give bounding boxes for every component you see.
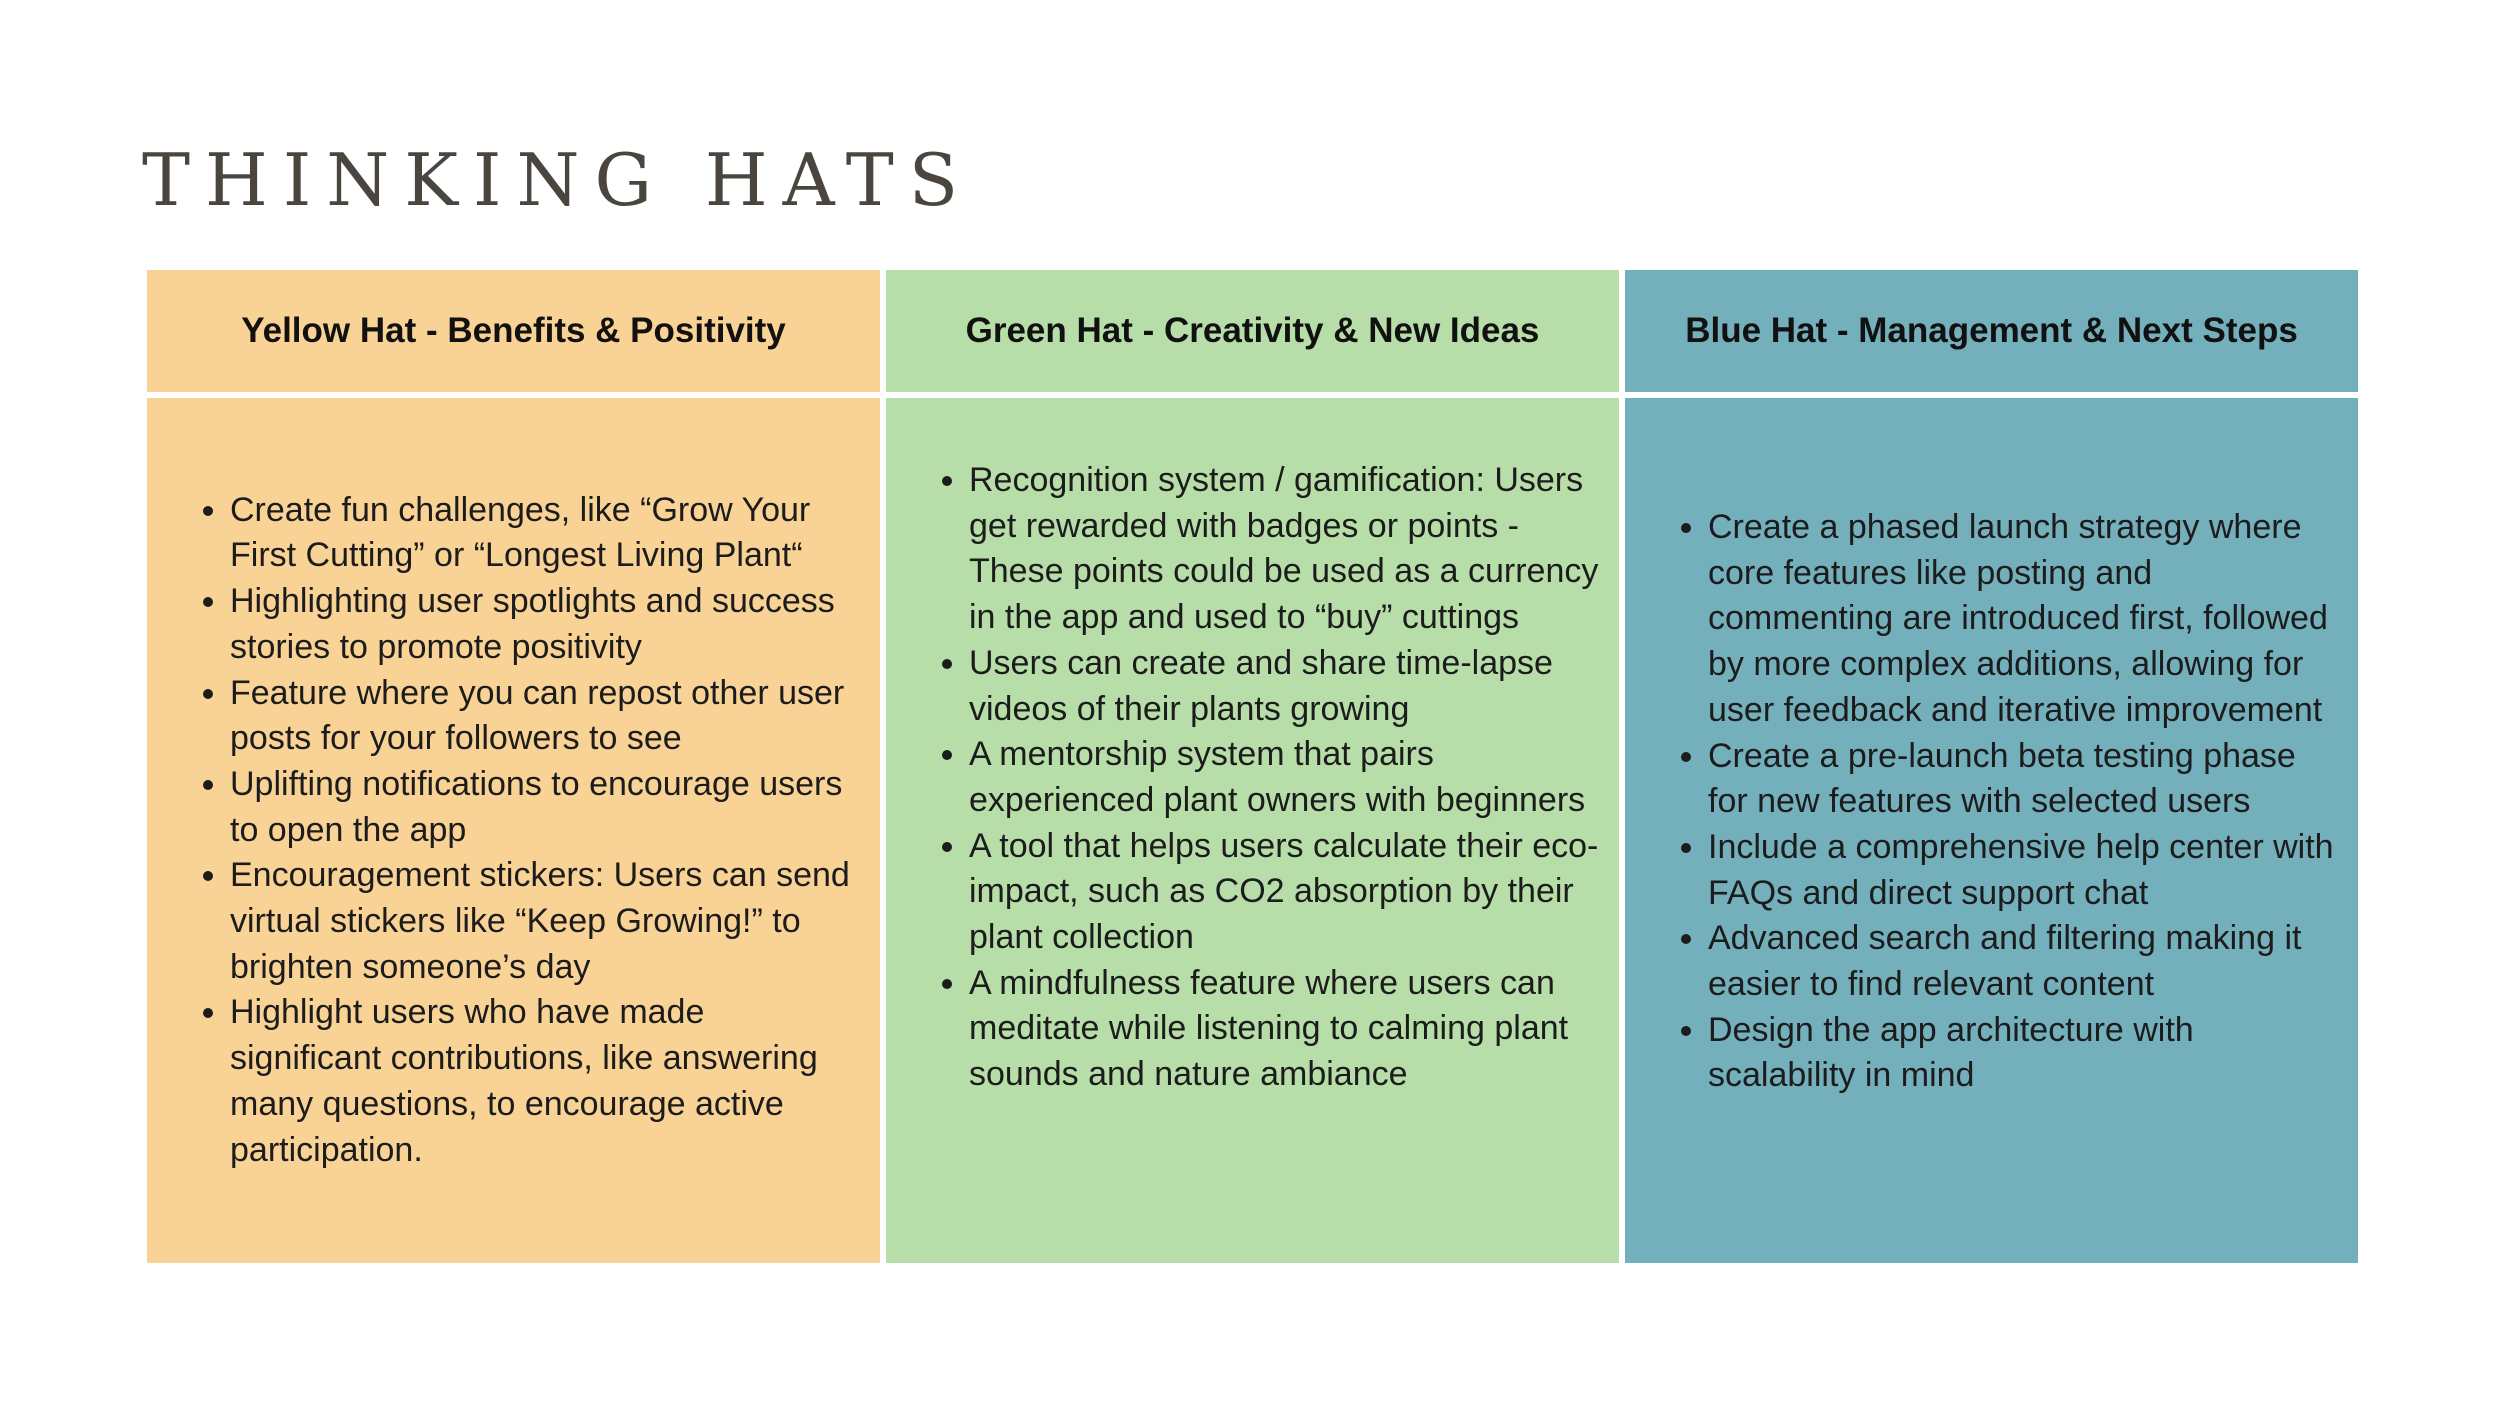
- list-item: • A tool that helps users calculate their eco-impact, such as CO2 absorption by their plant collection: [969, 824, 1599, 961]
- blue-hat-header: [1625, 270, 2358, 392]
- list-item: • Feature where you can repost other user posts for your followers to see: [230, 671, 860, 762]
- yellow-hat-title: Yellow Hat - Benefits & Positivity: [241, 311, 786, 350]
- yellow-hat-list: [183, 488, 860, 1174]
- list-item: • Create fun challenges, like “Grow Your First Cutting” or “Longest Living Plant“: [230, 488, 860, 579]
- green-hat-title: Green Hat - Creativity & New Ideas: [965, 311, 1540, 350]
- green-hat-list: [922, 458, 1599, 1098]
- yellow-hat-body: [147, 398, 880, 1263]
- list-item: • Highlighting user spotlights and success stories to promote positivity: [230, 579, 860, 670]
- list-item: • Include a comprehensive help center with FAQs and direct support chat: [1708, 825, 2338, 916]
- page-title: THINKING HATS: [142, 138, 974, 222]
- list-item: • Create a pre-launch beta testing phase for new features with selected users: [1708, 734, 2338, 825]
- thinking-hats-table: [147, 270, 2358, 1263]
- list-item: • Create a phased launch strategy where core features like posting and commenting are introduced first, followed by more complex additions, allowing for user feedback and iterative improvement: [1708, 505, 2338, 734]
- list-item: • Users can create and share time-lapse videos of their plants growing: [969, 641, 1599, 732]
- list-item: • Design the app architecture with scalability in mind: [1708, 1008, 2338, 1099]
- list-item: • A mindfulness feature where users can meditate while listening to calming plant sounds and nature ambiance: [969, 961, 1599, 1098]
- list-item: • Encouragement stickers: Users can send virtual stickers like “Keep Growing!” to brighten someone’s day: [230, 853, 860, 990]
- green-hat-body: [886, 398, 1619, 1263]
- list-item: • Highlight users who have made significant contributions, like answering many questions, to encourage active participation.: [230, 990, 860, 1173]
- blue-hat-body: [1625, 398, 2358, 1263]
- blue-hat-title: Blue Hat - Management & Next Steps: [1685, 311, 2298, 350]
- green-hat-header: [886, 270, 1619, 392]
- list-item: • Uplifting notifications to encourage users to open the app: [230, 762, 860, 853]
- list-item: • Recognition system / gamification: Users get rewarded with badges or points - These points could be used as a currency in the app and used to “buy” cuttings: [969, 458, 1599, 641]
- yellow-hat-header: [147, 270, 880, 392]
- list-item: • A mentorship system that pairs experienced plant owners with beginners: [969, 732, 1599, 823]
- blue-hat-list: [1661, 505, 2338, 1099]
- list-item: • Advanced search and filtering making it easier to find relevant content: [1708, 916, 2338, 1007]
